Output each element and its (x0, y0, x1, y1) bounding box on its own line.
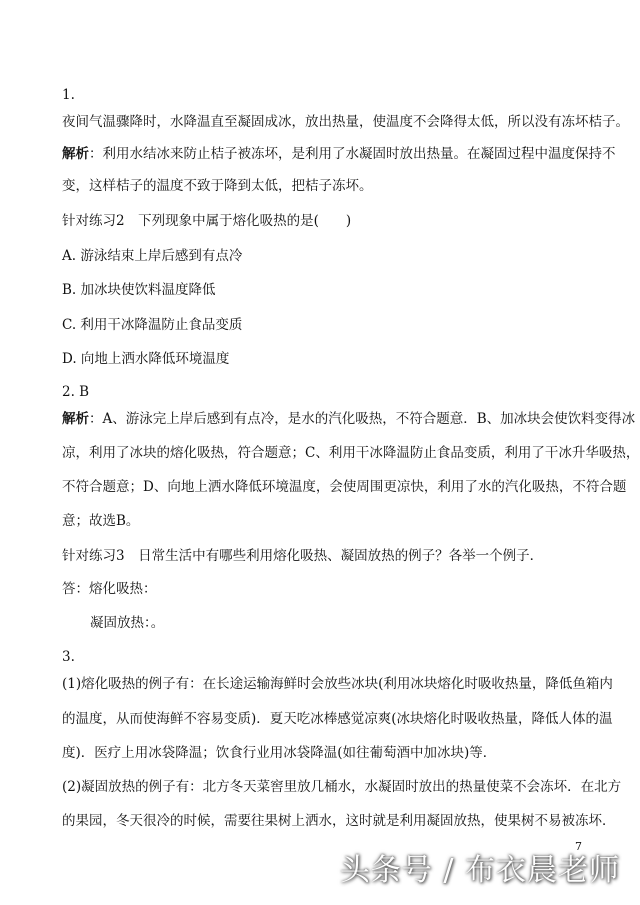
example-2-line-2: 的果园，冬天很冷的时候，需要往果树上洒水，这时就是利用凝固放热，使果树不易被冻坏． (62, 813, 616, 829)
example-1-line-1: (1)熔化吸热的例子有：在长途运输海鲜时会放些冰块(利用冰块熔化时吸收热量，降低鱼箱内 (62, 676, 613, 692)
analysis-2-line-2: 凉，利用了冰块的熔化吸热，符合题意；C、利用干冰降温防止食品变质，利用了干冰升华吸热， (62, 445, 640, 461)
answer-number-1: 1. (62, 87, 75, 103)
example-2-line-1: (2)凝固放热的例子有：北方冬天菜窖里放几桶水，水凝固时放出的热量使菜不会冻坏．在北方 (62, 779, 622, 795)
analysis-2-line-4: 意；故选B。 (62, 513, 140, 529)
analysis-label: 解析 (62, 146, 89, 162)
answer-solidifying: 凝固放热：。 (90, 615, 165, 631)
answer-melting: 答：熔化吸热： (62, 581, 157, 597)
watermark: 头条号 / 布衣晨老师 (339, 853, 620, 888)
example-1-line-2: 的温度，从而使海鲜不容易变质)．夏天吃冰棒感觉凉爽(冰块熔化时吸收热量，降低人体的温 (62, 711, 613, 727)
analysis-1-line-1 (62, 145, 616, 163)
analysis-2-line-1 (62, 410, 636, 428)
analysis-2-line-3: 不符合题意；D、向地上洒水降低环境温度，会使周围更凉快，利用了水的汽化吸热，不符合题 (62, 479, 627, 495)
analysis-text: ：A、游泳完上岸后感到有点冷，是水的汽化吸热，不符合题意．B、加冰块会使饮料变得冰 (89, 411, 636, 427)
answer-number-3: 3. (62, 649, 75, 665)
answer-number-2: 2. B (62, 384, 90, 400)
analysis-1-line-2: 变，这样桔子的温度不致于降到太低，把桔子冻坏。 (62, 178, 373, 194)
example-1-line-3: 度)．医疗上用冰袋降温；饮食行业用冰袋降温(如往葡萄酒中加冰块)等． (62, 745, 497, 761)
exercise-3-question: 针对练习3 日常生活中有哪些利用熔化吸热、凝固放热的例子？各举一个例子． (62, 548, 544, 564)
option-b: B. 加冰块使饮料温度降低 (62, 282, 216, 298)
page-number: 7 (575, 840, 582, 853)
option-c: C. 利用干冰降温防止食品变质 (62, 317, 243, 333)
option-a: A. 游泳结束上岸后感到有点冷 (62, 248, 243, 264)
answer-text-1: 夜间气温骤降时，水降温直至凝固成冰，放出热量，使温度不会降得太低，所以没有冻坏桔子。 (62, 114, 629, 130)
analysis-text: ：利用水结冰来防止桔子被冻坏，是利用了水凝固时放出热量。在凝固过程中温度保持不 (89, 146, 616, 162)
analysis-label: 解析 (62, 411, 89, 427)
option-d: D. 向地上洒水降低环境温度 (62, 351, 230, 367)
exercise-2-question: 针对练习2 下列现象中属于熔化吸热的是( ) (62, 213, 352, 229)
